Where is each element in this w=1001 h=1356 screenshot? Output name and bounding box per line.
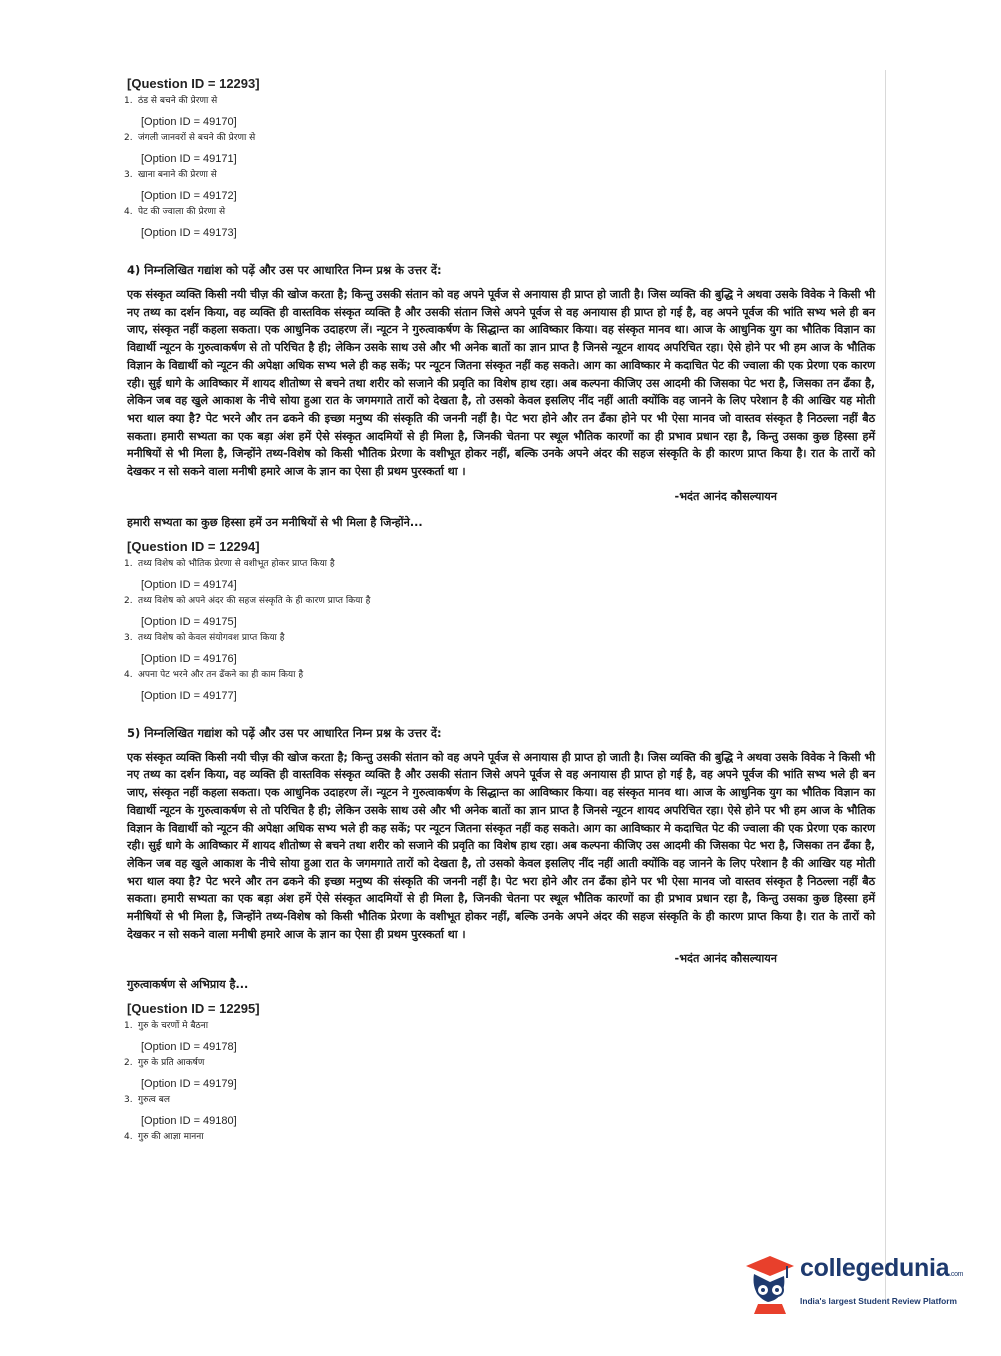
option-item[interactable]: 3. खाना बनाने की प्रेरणा से [124,170,217,180]
brand-name: collegedunia.com [800,1254,964,1282]
option-item[interactable]: 4. गुरु की आज्ञा मानना [124,1132,204,1143]
option-item[interactable]: 2. तथ्य विशेष को अपने अंदर की सहज संस्कृति के ही कारण प्राप्त किया है [124,595,371,606]
option-item[interactable]: 4. अपना पेट भरने और तन ढँकने का ही काम किया है [124,669,304,680]
option-item[interactable]: 2. जंगली जानवरों से बचने की प्रेरणा से [124,133,256,143]
option-item[interactable]: 3. गुरुत्व बल [124,1095,170,1106]
option-item[interactable]: 3. तथ्य विशेष को केवल संयोगवश प्राप्त किया है [124,632,285,643]
option-item[interactable]: 1. तथ्य विशेष को भौतिक प्रेरणा से वशीभूत होकर प्राप्त किया है [124,558,335,569]
option-item[interactable]: 1. गुरु के चरणों मे बैठना [124,1021,209,1032]
question-heading-4: 4) निम्नलिखित गद्यांश को पढ़ें और उस पर आधारित निम्न प्रश्न के उत्तर दें: [127,263,442,277]
option-id: [Option ID = 49180] [141,1115,237,1128]
brand-tagline: India's largest Student Review Platform [800,1296,957,1306]
passage-4: एक संस्कृत व्यक्ति किसी नयी चीज़ की खोज करता है; किन्तु उसकी संतान को वह अपने पूर्वज से अनायास ही प्राप्त हो जाती है। जिस व्यक्ति की बुद्धि ने अथवा उसके विवेक ने किसी भी नए तथ्य का दर्शन किया, वह व्यक्ति ही वास्तविक संस्कृत व्यक्ति है और उसकी संतान जिसे अपने पूर्वज से वह अनायास ही प्राप्त हो गई है, वह अपने पूर्वज की भांति सभ्य भले ही बन जाए, संस्कृत नहीं कहला सकता। एक आधुनिक उदाहरण लें। न्यूटन ने गुरुत्वाकर्षण के सिद्धान्त का आविष्कार किया। वह संस्कृत मानव था। आज के आधुनिक युग का भौतिक विज्ञान का विद्यार्थी न्यूटन के गुरुत्वाकर्षण से तो परिचित है ही; लेकिन उसके साथ उसे और भी अनेक बातों का ज्ञान प्राप्त है जिनसे न्यूटन शायद अपरिचित रहा। ऐसे होने पर भी हम आज के भौतिक विज्ञान के विद्यार्थी को न्यूटन की अपेक्षा अधिक सभ्य भले ही कह सकें; पर न्यूटन जितना संस्कृत नहीं कह सकते। आग का आविष्कार मे कदाचित पेट की ज्वाला की एक प्रेरणा एक कारण रही। सुई धागे के आविष्कार में शायद शीतोष्ण से बचने तथा शरीर को सजाने की प्रवृति का विशेष हाथ रहा। अब कल्पना कीजिए उस आदमी की जिसका पेट भरा है, जिसका तन ढँका है, लेकिन जब वह खुले आकाश के नीचे सोया हुआ रात के जगमगाते तारों को देखता है, तो उसको केवल इसलिए नींद नहीं आती क्योंकि वह जानने के लिए परेशान है की आखिर यह मोती भरा थाल क्या है? पेट भरने और तन ढकने की इच्छा मनुष्य की संस्कृति की जननी नहीं है। पेट भरा होने और तन ढँका होने पर भी ऐसा मानव जो वास्तव संस्कृत है निठल्ला नहीं बैठ सकता। हमारी सभ्यता का एक बड़ा अंश हमें ऐसे संस्कृत आदमियों से ही मिला है, जिनकी चेतना पर स्थूल भौतिक कारणों का ही प्रभाव प्रधान रहा है, किन्तु उसका कुछ हिस्सा हमें मनीषियों से भी मिला है, जिन्होंने तथ्य-विशेष को किसी भौतिक प्रेरणा के वशीभूत होकर नहीं, बल्कि उनके अपने अंदर की सहज संस्कृति के ही कारण प्राप्त किया है। रात के तारों को देखकर न सो सकने वाला मनीषी हमारे आज के ज्ञान का ऐसा ही प्रथम पुरस्कर्ता था । [127,288,875,479]
question-id-5: [Question ID = 12295] [127,1001,260,1017]
option-id: [Option ID = 49175] [141,615,237,628]
option-id: [Option ID = 49173] [141,227,237,239]
option-id: [Option ID = 49174] [141,578,237,591]
question-text-4: हमारी सभ्यता का कुछ हिस्सा हमें उन मनीषियों से भी मिला है जिन्होंने... [127,515,423,529]
question-id-4: [Question ID = 12294] [127,538,260,554]
question-heading-5: 5) निम्नलिखित गद्यांश को पढ़ें और उस पर आधारित निम्न प्रश्न के उत्तर दें: [127,725,442,740]
option-item[interactable]: 1. ठंड से बचने की प्रेरणा से [124,96,218,106]
collegedunia-logo[interactable] [742,1252,967,1314]
question-text-5: गुरुत्वाकर्षण से अभिप्राय है... [127,978,249,992]
option-id: [Option ID = 49178] [141,1041,237,1054]
option-id: [Option ID = 49170] [141,116,237,128]
page-content [124,76,875,1143]
option-id: [Option ID = 49176] [141,652,237,665]
passage-author-4: -भदंत आनंद कौसल्यायन [674,489,777,503]
option-id: [Option ID = 49171] [141,153,237,165]
mascot-icon [742,1252,798,1314]
option-id: [Option ID = 49179] [141,1078,237,1091]
option-item[interactable]: 2. गुरु के प्रति आकर्षण [124,1058,205,1069]
question-id-3: [Question ID = 12293] [127,76,260,91]
option-id: [Option ID = 49177] [141,689,237,702]
option-item[interactable]: 4. पेट की ज्वाला की प्रेरणा से [124,207,226,217]
passage-author-5: -भदंत आनंद कौसल्यायन [674,952,777,966]
passage-5: एक संस्कृत व्यक्ति किसी नयी चीज़ की खोज करता है; किन्तु उसकी संतान को वह अपने पूर्वज से अनायास ही प्राप्त हो जाती है। जिस व्यक्ति की बुद्धि ने अथवा उसके विवेक ने किसी भी नए तथ्य का दर्शन किया, वह व्यक्ति ही वास्तविक संस्कृत व्यक्ति है और उसकी संतान जिसे अपने पूर्वज से वह अनायास ही प्राप्त हो गई है, वह अपने पूर्वज की भांति सभ्य भले ही बन जाए, संस्कृत नहीं कहला सकता। एक आधुनिक उदाहरण लें। न्यूटन ने गुरुत्वाकर्षण के सिद्धान्त का आविष्कार किया। वह संस्कृत मानव था। आज के आधुनिक युग का भौतिक विज्ञान का विद्यार्थी न्यूटन के गुरुत्वाकर्षण से तो परिचित है ही; लेकिन उसके साथ उसे और भी अनेक बातों का ज्ञान प्राप्त है जिनसे न्यूटन शायद अपरिचित रहा। ऐसे होने पर भी हम आज के भौतिक विज्ञान के विद्यार्थी को न्यूटन की अपेक्षा अधिक सभ्य भले ही कह सकें; पर न्यूटन जितना संस्कृत नहीं कह सकते। आग का आविष्कार मे कदाचित पेट की ज्वाला की एक प्रेरणा एक कारण रही। सुई धागे के आविष्कार में शायद शीतोष्ण से बचने तथा शरीर को सजाने की प्रवृति का विशेष हाथ रहा। अब कल्पना कीजिए उस आदमी की जिसका पेट भरा है, जिसका तन ढँका है, लेकिन जब वह खुले आकाश के नीचे सोया हुआ रात के जगमगाते तारों को देखता है, तो उसको केवल इसलिए नींद नहीं आती क्योंकि वह जानने के लिए परेशान है की आखिर यह मोती भरा थाल क्या है? पेट भरने और तन ढकने की इच्छा मनुष्य की संस्कृति की जननी नहीं है। पेट भरा होने और तन ढँका होने पर भी ऐसा मानव जो वास्तव संस्कृत है निठल्ला नहीं बैठ सकता। हमारी सभ्यता का एक बड़ा अंश हमें ऐसे संस्कृत आदमियों से ही मिला है, जिनकी चेतना पर स्थूल भौतिक कारणों का ही प्रभाव प्रधान रहा है, किन्तु उसका कुछ हिस्सा हमें मनीषियों से भी मिला है, जिन्होंने तथ्य-विशेष को किसी भौतिक प्रेरणा के वशीभूत होकर नहीं, बल्कि उनके अपने अंदर की सहज संस्कृति के ही कारण प्राप्त किया है। रात के तारों को देखकर न सो सकने वाला मनीषी हमारे आज के ज्ञान का ऐसा ही प्रथम पुरस्कर्ता था । [127,750,875,941]
option-id: [Option ID = 49172] [141,190,237,202]
right-margin-rule [885,70,886,1300]
